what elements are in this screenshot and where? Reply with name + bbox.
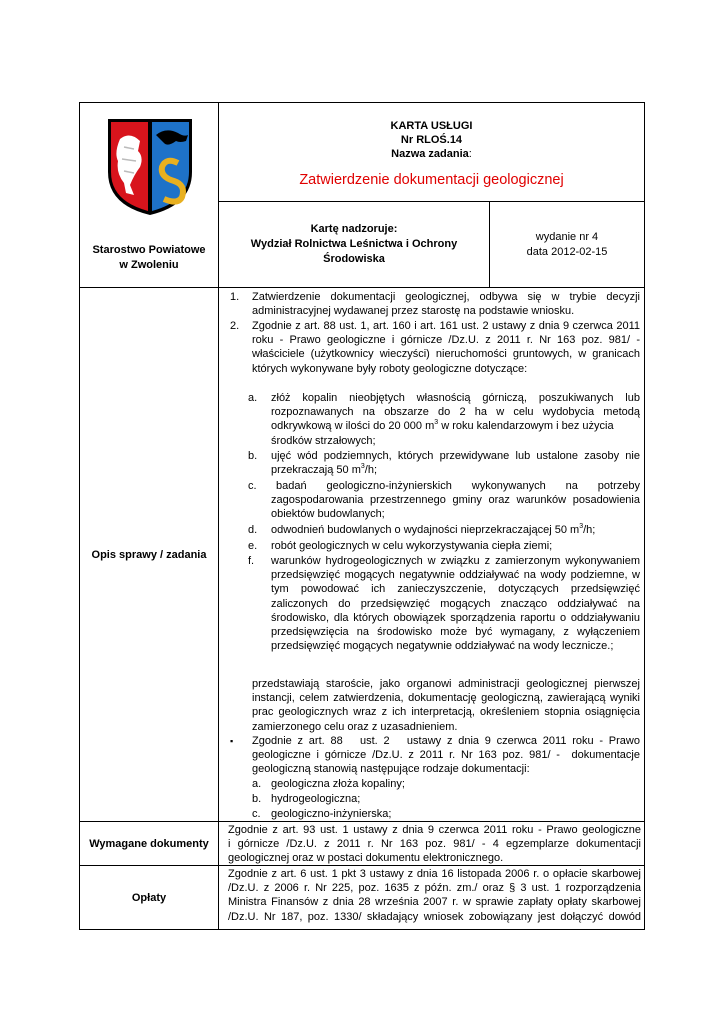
text-line: złóż kopalin nieobjętych własnością górniczą, poszukiwanych lub <box>271 392 640 404</box>
supervision-dept-line2: Środowiska <box>323 253 385 265</box>
list-letter: c. <box>252 808 261 820</box>
text-line: geologiczne i górnicze /Dz.U. z 2011 r. Nr 163 poz. 981/ - dokumentacje <box>252 749 640 762</box>
required-docs-cell <box>218 821 645 866</box>
fees-label: Opłaty <box>131 891 167 904</box>
text-line: i górnicze /Dz.U. z 2011 r. Nr 163 poz. 981/ - 4 egzemplarze dokumentacji <box>228 838 641 851</box>
task-name-colon: : <box>468 148 472 160</box>
fees-label-cell <box>79 865 219 930</box>
text-line: których wykonywane były roboty geologiczne dotyczące: <box>252 362 528 375</box>
text-line: środków strzałowych; <box>271 434 376 447</box>
text-line: administracyjnej wydawanej przez starostę na podstawie wniosku. <box>252 305 575 318</box>
text-line: instancji, celem zatwierdzenia, dokumentację geologiczną, zawierającą wyniki <box>252 692 640 705</box>
text-line: prac geologicznych wraz z ich interpretacją, określeniem stopnia osiągnięcia <box>252 706 640 719</box>
documentation-types <box>252 734 640 777</box>
text-line: Zgodnie z art. 88 ust. 1, art. 160 i art. 161 ust. 2 ustawy z dnia 9 czerwca 2011 <box>252 320 640 332</box>
text-line: Zgodnie z art. 6 ust. 1 pkt 3 ustawy z dnia 16 listopada 2006 r. o opłacie skarbowej <box>228 868 641 880</box>
text-line: przedsięwzięć mogących negatywnie oddziaływać na wody podziemne, w <box>271 569 640 582</box>
supervision-dept-line1: Wydział Rolnictwa Leśnictwa i Ochrony <box>250 238 458 250</box>
text-line: /Dz.U. Nr 187, poz. 1330/ składający wniosek zobowiązany jest dołączyć dowód <box>228 910 641 923</box>
list-number: 1. <box>230 291 240 303</box>
office-name-line2: w Zwoleniu <box>119 259 179 271</box>
item-b <box>271 449 640 477</box>
description-label-cell <box>79 287 219 822</box>
text-line: ujęć wód podziemnych, których przewidywane lub ustalone zasoby nie <box>271 450 640 462</box>
text-line: geologicznej oraz w postaci dokumentu elektronicznego. <box>228 852 504 865</box>
text-line <box>271 463 640 477</box>
doc-type-b: hydrogeologiczna; <box>271 793 361 805</box>
submission-paragraph <box>252 677 640 734</box>
header-cell <box>218 102 645 202</box>
text-fragment: przekraczają 50 m <box>271 464 361 477</box>
text-line: środowisko, dla których obowiązek sporządzenia raportu o oddziaływaniu <box>271 611 640 624</box>
text-line: właściciele (użytkownicy wieczyści) nieruchomości gruntowych, w granicach <box>252 348 640 361</box>
description-cell <box>218 287 645 822</box>
bullet-icon: ▪ <box>230 736 234 746</box>
superscript: 3 <box>360 463 365 471</box>
point-2 <box>252 319 640 376</box>
text-fragment: /h; <box>583 524 596 536</box>
item-d <box>271 523 640 537</box>
doc-type-c: geologiczno-inżynierska; <box>271 808 392 820</box>
office-name <box>80 243 218 273</box>
supervision-label: Kartę nadzoruje: <box>310 223 398 235</box>
coat-of-arms-icon <box>104 117 196 217</box>
list-letter: f. <box>248 555 255 567</box>
text-line: tym powodować ich zanieczyszczenie, dotyczących przedsięwzięć <box>271 583 640 596</box>
fees-text <box>228 867 641 924</box>
text-line: przedsięwzięć mogących negatywnie oddziaływać na wody lecznicze.; <box>271 640 614 653</box>
item-a <box>271 391 640 448</box>
text-fragment: w roku kalendarzowym i bez użycia <box>438 420 614 433</box>
superscript: 3 <box>579 523 584 530</box>
list-letter: d. <box>248 524 258 536</box>
text-line: zaliczonych do przedsięwzięć mogących znacząco oddziaływać na <box>271 597 640 610</box>
text-line: warunków hydrogeologicznych w związku z zamierzonym wykonywaniem <box>271 555 640 567</box>
item-f <box>271 554 640 653</box>
text-line: roku - Prawo geologiczne i górnicze /Dz.U. z 2011 r. Nr 163 poz. 981/ - <box>252 334 640 347</box>
edition-number: wydanie nr 4 <box>535 230 599 243</box>
fees-cell <box>218 865 645 930</box>
supervision-cell <box>218 201 490 288</box>
office-name-line1: Starostwo Powiatowe <box>92 244 206 256</box>
list-letter: b. <box>248 450 258 462</box>
page-title: Zatwierdzenie dokumentacji geologicznej <box>299 172 564 188</box>
text-line: rozpoznawanych na obszarze do 2 ha w celu wydobycia metodą <box>271 406 640 419</box>
text-fragment: /h; <box>364 464 378 477</box>
text-line: Zgodnie z art. 93 ust. 1 ustawy z dnia 9 czerwca 2011 roku - Prawo geologiczne <box>228 824 641 836</box>
text-line: badań geologiczno-inżynierskich wykonywanych na potrzeby <box>271 480 640 492</box>
edition-date: data 2012-02-15 <box>526 245 608 258</box>
text-line: /Dz.U. z 2006 r. Nr 225, poz. 1635 z późn. zm./ oraz § 3 ust. 1 rozporządzenia <box>228 882 641 895</box>
text-line: Ministra Finansów z dnia 28 września 2007 r. w sprawie zapłaty opłaty skarbowej <box>228 896 641 909</box>
text-line <box>271 523 640 537</box>
list-letter: c. <box>248 480 257 492</box>
task-name-label: Nazwa zadania <box>391 148 469 160</box>
required-docs-label: Wymagane dokumenty <box>89 837 209 850</box>
edition-cell <box>489 201 645 288</box>
description-label: Opis sprawy / zadania <box>91 548 207 561</box>
superscript: 3 <box>434 419 439 427</box>
text-line: obiektów budowlanych; <box>271 508 385 521</box>
text-line: przedstawiają staroście, jako organowi administracji geologicznej pierwszej <box>252 678 640 690</box>
list-letter: a. <box>248 392 258 404</box>
required-docs-label-cell <box>79 821 219 866</box>
text-line: robót geologicznych w celu wykorzystywania ciepła ziemi; <box>271 540 553 552</box>
list-letter: b. <box>252 793 262 805</box>
list-number: 2. <box>230 320 240 332</box>
office-cell <box>79 102 219 288</box>
text-line: zagospodarowania przestrzennego gminy oraz warunków posadowienia <box>271 494 640 507</box>
card-number: Nr RLOŚ.14 <box>400 134 463 146</box>
item-c <box>271 479 640 522</box>
point-1 <box>252 290 640 318</box>
list-letter: a. <box>252 778 262 790</box>
text-line: Zgodnie z art. 88 ust. 2 ustawy z dnia 9 czerwca 2011 roku - Prawo <box>252 735 640 747</box>
text-line: Zatwierdzenie dokumentacji geologicznej, odbywa się w trybie decyzji <box>252 291 640 303</box>
text-line: przedsięwzięcia na środowisko może być wymagany, z wyłączeniem <box>271 626 640 639</box>
required-docs-text <box>228 823 641 866</box>
text-fragment: odkrywkową w ilości do 20 000 m <box>271 420 435 433</box>
list-letter: e. <box>248 540 258 552</box>
text-line: zamierzonego celu oraz z uzasadnieniem. <box>252 720 458 733</box>
item-e <box>271 539 640 553</box>
text-fragment: odwodnień budowlanych o wydajności nieprzekraczającej 50 m <box>271 524 580 536</box>
doc-type-a: geologiczna złoża kopaliny; <box>271 778 405 790</box>
text-line <box>271 419 640 433</box>
text-line: geologiczną stanowią następujące rodzaje dokumentacji: <box>252 763 530 776</box>
card-type: KARTA USŁUGI <box>390 120 473 132</box>
